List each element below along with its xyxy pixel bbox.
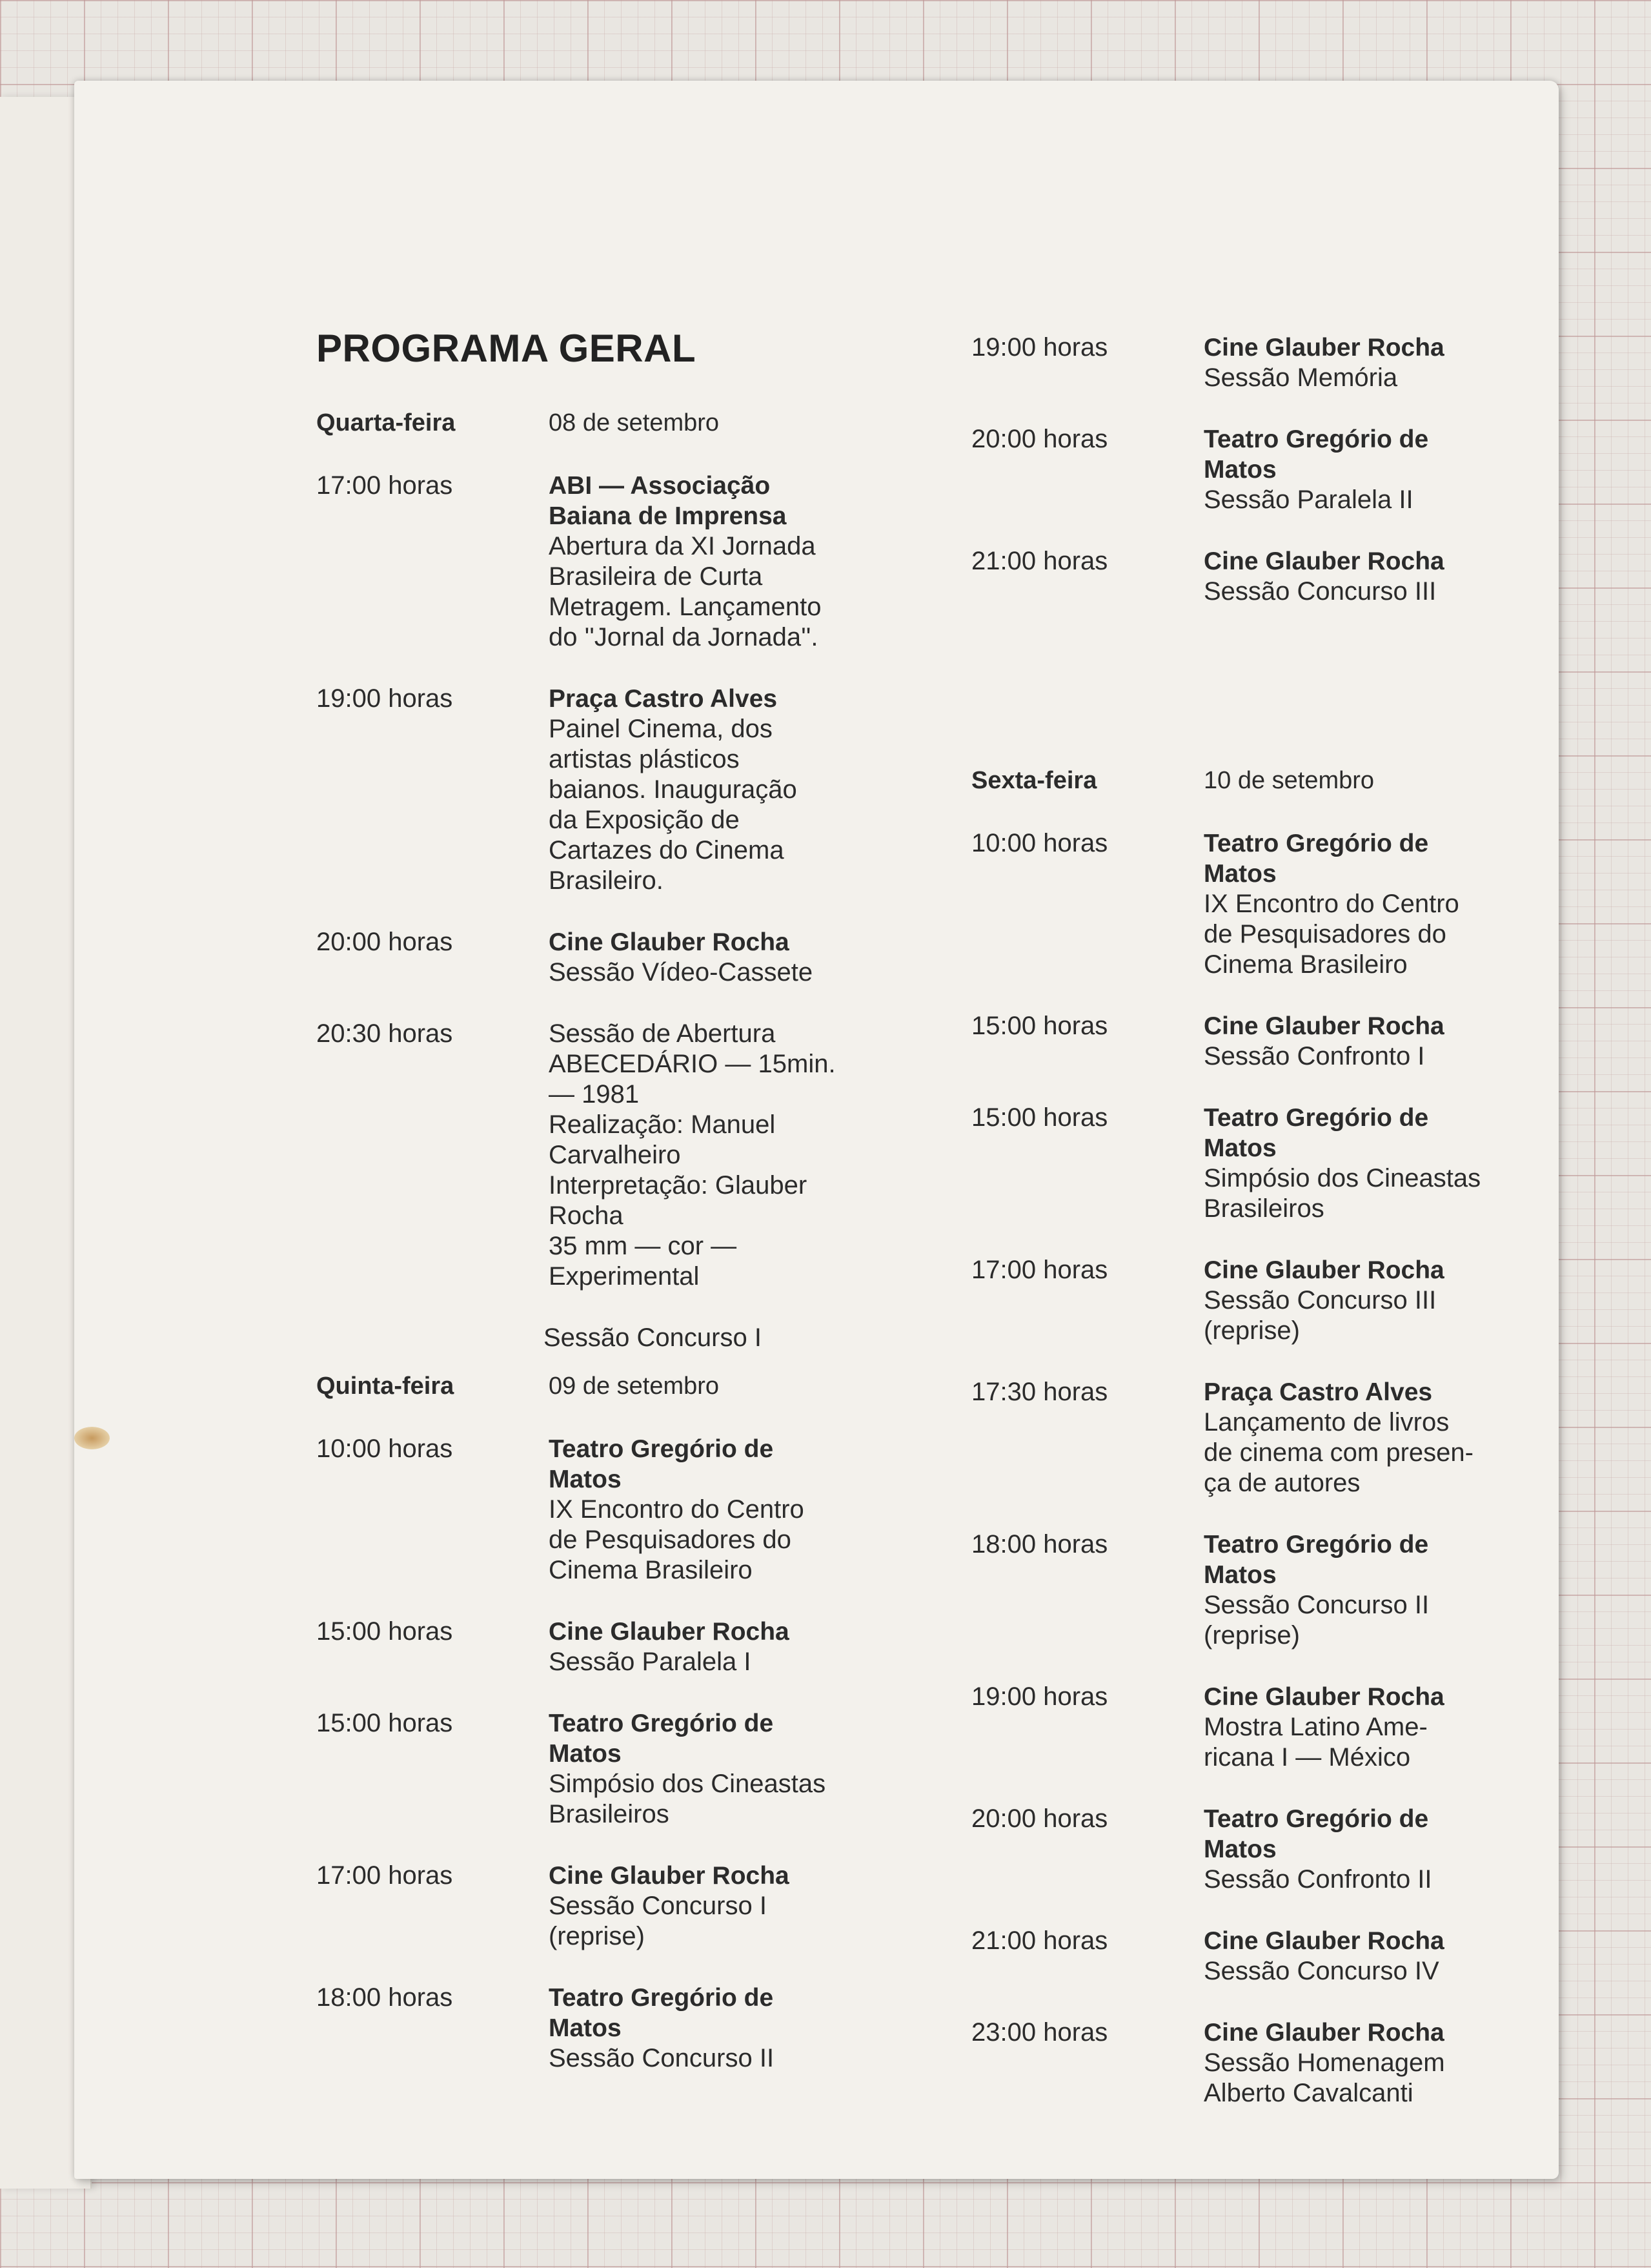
entry-time: 10:00 horas — [971, 829, 1108, 857]
entry-venue: Teatro Gregório de Matos — [1204, 830, 1429, 888]
left-column — [316, 326, 897, 2105]
day-name: Quinta-feira — [316, 1373, 454, 1400]
schedule-entry — [971, 828, 1552, 980]
day-date: 09 de setembro — [549, 1373, 720, 1400]
schedule-entry — [316, 684, 897, 896]
entry-details — [549, 1019, 884, 1292]
entry-description: Simpósio dos Cineastas Brasileiros — [549, 1770, 826, 1828]
entry-details — [1204, 1103, 1539, 1224]
entry-description: Sessão de Abertura — [549, 1019, 776, 1048]
events-wednesday — [316, 471, 897, 1292]
entry-time: 20:00 horas — [971, 425, 1108, 453]
entry-time: 18:00 horas — [316, 1983, 453, 2012]
entry-details — [1204, 1011, 1539, 1072]
entry-details — [1204, 2018, 1539, 2109]
entry-time: 17:00 horas — [316, 471, 453, 500]
entry-time: 20:00 horas — [971, 1804, 1108, 1833]
events-thursday-part2 — [971, 332, 1552, 607]
right-column — [971, 332, 1552, 2140]
entry-details — [549, 471, 884, 653]
entry-venue: Cine Glauber Rocha — [1204, 1256, 1444, 1284]
schedule-entry — [971, 1011, 1552, 1072]
entry-description: Sessão Concurso III — [1204, 577, 1437, 606]
entry-venue: Cine Glauber Rocha — [1204, 334, 1444, 362]
schedule-entry — [316, 1861, 897, 1952]
entry-description: Painel Cinema, dos artistas plásticos baianos. Inauguração da Exposição de Cartazes do Cinema Brasileiro. — [549, 715, 797, 895]
schedule-entry — [971, 546, 1552, 607]
entry-time: 15:00 horas — [971, 1012, 1108, 1040]
entry-venue: Cine Glauber Rocha — [1204, 547, 1444, 575]
entry-details — [1204, 1926, 1539, 1987]
entry-description: Mostra Latino Ame- ricana I — México — [1204, 1713, 1428, 1772]
entry-details — [1204, 1529, 1539, 1651]
entry-description: Simpósio dos Cineastas Brasileiros — [1204, 1164, 1481, 1223]
entry-time: 19:00 horas — [316, 684, 453, 713]
schedule-entry — [971, 1103, 1552, 1224]
schedule-entry — [971, 1377, 1552, 1498]
entry-details — [1204, 332, 1539, 393]
session-note: Sessão Concurso I — [543, 1323, 762, 1352]
entry-time: 15:00 horas — [971, 1103, 1108, 1132]
entry-venue: Cine Glauber Rocha — [1204, 1683, 1444, 1711]
entry-venue: Cine Glauber Rocha — [1204, 1012, 1444, 1040]
entry-description: Lançamento de livros de cinema com presen- ça de autores — [1204, 1408, 1474, 1497]
entry-time: 17:30 horas — [971, 1378, 1108, 1406]
entry-time: 20:00 horas — [316, 928, 453, 956]
entry-description: 35 mm — cor — Experimental — [549, 1232, 737, 1291]
entry-details — [549, 1708, 884, 1830]
entry-description: Sessão Concurso III (reprise) — [1204, 1286, 1437, 1345]
schedule-entry — [971, 1682, 1552, 1773]
entry-venue: ABI — Associação Baiana de Imprensa — [549, 472, 787, 530]
entry-description: Realização: Manuel Carvalheiro — [549, 1110, 776, 1169]
events-friday — [971, 828, 1552, 2109]
entry-venue: Cine Glauber Rocha — [1204, 2019, 1444, 2047]
entry-description: Interpretação: Glauber Rocha — [549, 1171, 807, 1230]
entry-description: IX Encontro do Centro de Pesquisadores do Cinema Brasileiro — [1204, 890, 1459, 979]
paper-stain — [74, 1427, 110, 1449]
entry-venue: Cine Glauber Rocha — [1204, 1927, 1444, 1955]
day-date: 10 de setembro — [1204, 767, 1375, 794]
entry-details — [549, 1617, 884, 1677]
entry-time: 21:00 horas — [971, 1926, 1108, 1955]
day-header-wednesday — [316, 409, 897, 437]
schedule-entry — [316, 471, 897, 653]
entry-details — [1204, 1255, 1539, 1346]
day-date: 08 de setembro — [549, 409, 720, 436]
entry-description: Sessão Memória — [1204, 363, 1398, 392]
entry-venue: Teatro Gregório de Matos — [549, 1435, 774, 1493]
entry-venue: Teatro Gregório de Matos — [1204, 1531, 1429, 1589]
entry-venue: Teatro Gregório de Matos — [549, 1710, 774, 1768]
entry-description: Sessão Concurso I (reprise) — [549, 1892, 767, 1950]
day-header-friday — [971, 767, 1552, 795]
entry-venue: Cine Glauber Rocha — [549, 1618, 789, 1646]
schedule-entry — [316, 1434, 897, 1586]
entry-description: Sessão Paralela I — [549, 1648, 751, 1676]
schedule-entry — [971, 1255, 1552, 1346]
day-name: Quarta-feira — [316, 409, 456, 436]
schedule-entry — [316, 1983, 897, 2074]
entry-time: 15:00 horas — [316, 1617, 453, 1646]
schedule-entry — [971, 1804, 1552, 1895]
entry-time: 19:00 horas — [971, 1682, 1108, 1711]
schedule-entry — [316, 1708, 897, 1830]
entry-time: 20:30 horas — [316, 1019, 453, 1048]
day-header-thursday — [316, 1373, 897, 1400]
entry-description: Sessão Concurso II (reprise) — [1204, 1591, 1430, 1650]
entry-details — [1204, 1682, 1539, 1773]
schedule-entry — [316, 1617, 897, 1677]
entry-time: 17:00 horas — [316, 1861, 453, 1890]
entry-time: 19:00 horas — [971, 333, 1108, 362]
entry-venue: Teatro Gregório de Matos — [1204, 425, 1429, 484]
entry-details — [1204, 546, 1539, 607]
entry-time: 23:00 horas — [971, 2018, 1108, 2047]
entry-details — [1204, 1804, 1539, 1895]
entry-time: 21:00 horas — [971, 547, 1108, 575]
entry-description: IX Encontro do Centro de Pesquisadores do Cinema Brasileiro — [549, 1495, 804, 1584]
entry-description: Sessão Concurso II — [549, 2044, 775, 2072]
entry-details — [549, 927, 884, 988]
day-name: Sexta-feira — [971, 767, 1097, 794]
schedule-entry — [971, 1926, 1552, 1987]
entry-description: Sessão Confronto II — [1204, 1865, 1432, 1894]
entry-venue: Teatro Gregório de Matos — [549, 1984, 774, 2042]
schedule-entry — [971, 2018, 1552, 2109]
program-page — [74, 81, 1559, 2179]
schedule-entry — [316, 1019, 897, 1292]
page-title: PROGRAMA GERAL — [316, 327, 696, 370]
entry-venue: Praça Castro Alves — [549, 685, 778, 713]
entry-time: 15:00 horas — [316, 1709, 453, 1737]
entry-description: Abertura da XI Jornada Brasileira de Curta Metragem. Lançamento do ''Jornal da Jornada''. — [549, 532, 822, 651]
entry-venue: Teatro Gregório de Matos — [1204, 1104, 1429, 1162]
entry-description: Sessão Homenagem Alberto Cavalcanti — [1204, 2048, 1445, 2107]
entry-venue: Teatro Gregório de Matos — [1204, 1805, 1429, 1863]
entry-description: ABECEDÁRIO — 15min. — 1981 — [549, 1050, 836, 1108]
events-thursday-part1 — [316, 1434, 897, 2074]
entry-venue: Cine Glauber Rocha — [549, 1862, 789, 1890]
entry-details — [549, 1434, 884, 1586]
entry-details — [549, 684, 884, 896]
entry-details — [549, 1983, 884, 2074]
schedule-entry — [971, 332, 1552, 393]
entry-description: Sessão Confronto I — [1204, 1042, 1425, 1070]
entry-time: 17:00 horas — [971, 1256, 1108, 1284]
entry-venue: Praça Castro Alves — [1204, 1378, 1433, 1406]
entry-details — [1204, 1377, 1539, 1498]
entry-venue: Cine Glauber Rocha — [549, 928, 789, 956]
entry-description: Sessão Concurso IV — [1204, 1957, 1439, 1985]
entry-description: Sessão Vídeo-Cassete — [549, 958, 813, 986]
schedule-entry — [971, 424, 1552, 515]
schedule-entry — [316, 927, 897, 988]
entry-description: Sessão Paralela II — [1204, 485, 1413, 514]
entry-time: 18:00 horas — [971, 1530, 1108, 1558]
schedule-entry — [971, 1529, 1552, 1651]
entry-details — [1204, 828, 1539, 980]
entry-time: 10:00 horas — [316, 1435, 453, 1463]
entry-details — [549, 1861, 884, 1952]
entry-details — [1204, 424, 1539, 515]
